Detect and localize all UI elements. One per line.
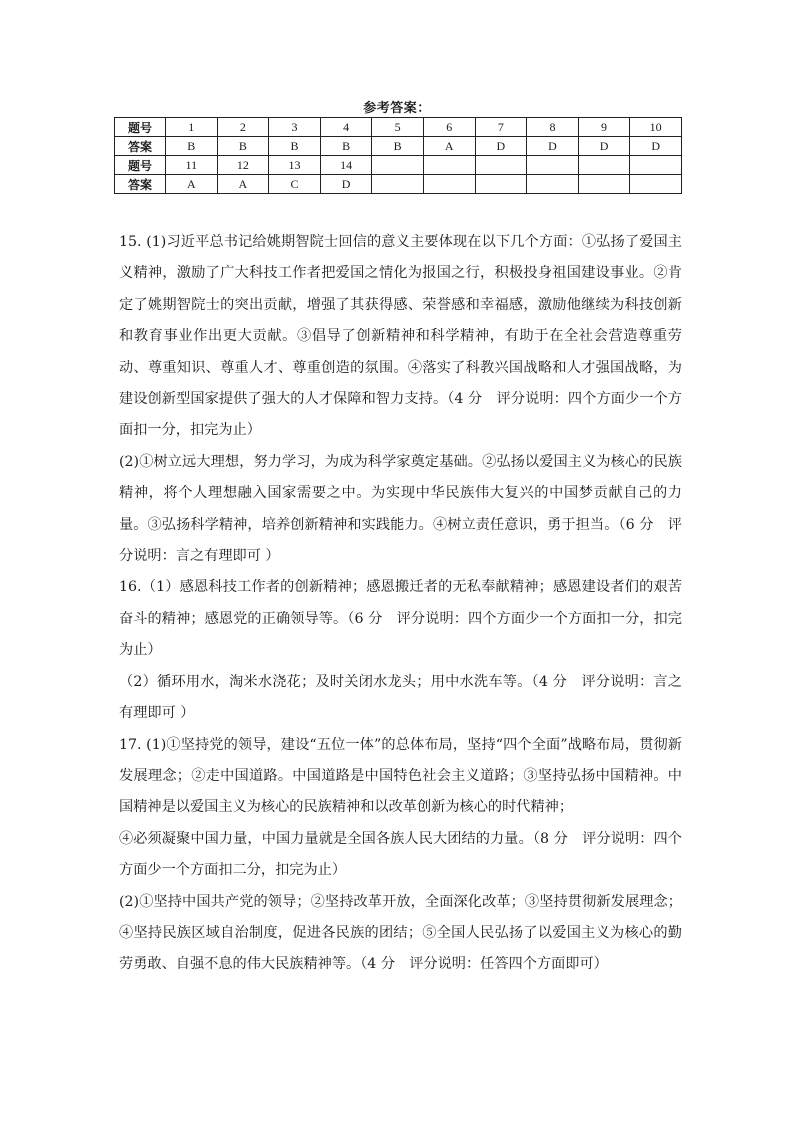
table-cell: A — [217, 175, 269, 194]
row-label: 答案 — [115, 137, 166, 156]
table-cell: 6 — [423, 118, 475, 137]
answer-table — [114, 117, 682, 194]
table-cell — [527, 156, 579, 175]
table-cell: 10 — [630, 118, 682, 137]
paragraph-q17-2: (2)①坚持中国共产党的领导；②坚持改革开放，全面深化改革；③坚持贯彻新发展理念；④坚持民族区域自治制度，促进各民族的团结；⑤全国人民弘扬了以爱国主义为核心的勤劳勇敢、自强不息的伟大民族精神等。（4 分 评分说明：任答四个方面即可） — [119, 893, 682, 973]
table-cell: 14 — [320, 156, 372, 175]
table-cell: 12 — [217, 156, 269, 175]
table-cell: B — [166, 137, 218, 156]
table-cell: 5 — [372, 118, 424, 137]
table-cell: B — [269, 137, 321, 156]
table-cell — [423, 156, 475, 175]
table-cell: B — [320, 137, 372, 156]
table-cell: 9 — [578, 118, 630, 137]
row-label: 题号 — [115, 118, 166, 137]
table-cell: D — [475, 137, 527, 156]
table-cell: A — [166, 175, 218, 194]
table-cell — [527, 175, 579, 194]
paragraph-q17-1: 17. (1)①坚持党的领导，建设“五位一体”的总体布局，坚持“四个全面”战略布局，贯彻新发展理念；②走中国道路。中国道路是中国特色社会主义道路；③坚持弘扬中国精神。中国精神是以爱国主义为核心的民族精神和以改革创新为核心的时代精神； — [119, 736, 682, 816]
table-cell: 2 — [217, 118, 269, 137]
table-cell — [475, 175, 527, 194]
paragraph-q17-1-cont: ④必须凝聚中国力量，中国力量就是全国各族人民大团结的力量。（8 分 评分说明：四个方面少一个方面扣二分，扣完为止） — [119, 830, 682, 879]
paragraph-q16-2: （2）循环用水，淘米水浇花；及时关闭水龙头；用中水洗车等。（4 分 评分说明：言之有理即可 ） — [119, 673, 682, 722]
table-row — [115, 118, 682, 137]
table-cell: D — [527, 137, 579, 156]
table-cell — [578, 175, 630, 194]
table-cell — [630, 156, 682, 175]
table-cell — [475, 156, 527, 175]
table-cell: 11 — [166, 156, 218, 175]
table-row — [115, 156, 682, 175]
table-cell: D — [578, 137, 630, 156]
paragraph-q16-1: 16.（1）感恩科技工作者的创新精神；感恩搬迁者的无私奉献精神；感恩建设者们的艰苦奋斗的精神；感恩党的正确领导等。（6 分 评分说明：四个方面少一个方面扣一分，扣完为止） — [119, 579, 682, 659]
table-cell: A — [423, 137, 475, 156]
table-cell: C — [269, 175, 321, 194]
paragraph-q15-2: (2)①树立远大理想，努力学习，为成为科学家奠定基础。②弘扬以爱国主义为核心的民族精神，将个人理想融入国家需要之中。为实现中华民族伟大复兴的中国梦贡献自己的力量。③弘扬科学精神，培养创新精神和实践能力。④树立责任意识，勇于担当。（6 分 评分说明：言之有理即可 ） — [119, 453, 682, 565]
table-cell: 4 — [320, 118, 372, 137]
table-cell: B — [217, 137, 269, 156]
page-title: 参考答案： — [363, 101, 431, 116]
table-cell — [372, 175, 424, 194]
table-cell: D — [320, 175, 372, 194]
table-cell — [423, 175, 475, 194]
table-cell: B — [372, 137, 424, 156]
table-cell: D — [630, 137, 682, 156]
table-cell: 13 — [269, 156, 321, 175]
table-cell — [630, 175, 682, 194]
row-label: 题号 — [115, 156, 166, 175]
table-cell: 8 — [527, 118, 579, 137]
table-cell — [372, 156, 424, 175]
table-cell: 7 — [475, 118, 527, 137]
table-row — [115, 175, 682, 194]
paragraph-q15-1: 15. (1)习近平总书记给姚期智院士回信的意义主要体现在以下几个方面：①弘扬了爱国主义精神，激励了广大科技工作者把爱国之情化为报国之行，积极投身祖国建设事业。②肯定了姚期智院士的突出贡献，增强了其获得感、荣誉感和幸福感，激励他继续为科技创新和教育事业作出更大贡献。③倡导了创新精神和科学精神，有助于在全社会营造尊重劳动、尊重知识、尊重人才、尊重创造的氛围。④落实了科教兴国战略和人才强国战略，为建设创新型国家提供了强大的人才保障和智力支持。（4 分 评分说明：四个方面少一个方面扣一分，扣完为止） — [119, 234, 682, 439]
table-cell — [578, 156, 630, 175]
table-cell: 1 — [166, 118, 218, 137]
answer-content — [119, 227, 682, 981]
table-row — [115, 137, 682, 156]
table-cell: 3 — [269, 118, 321, 137]
row-label: 答案 — [115, 175, 166, 194]
